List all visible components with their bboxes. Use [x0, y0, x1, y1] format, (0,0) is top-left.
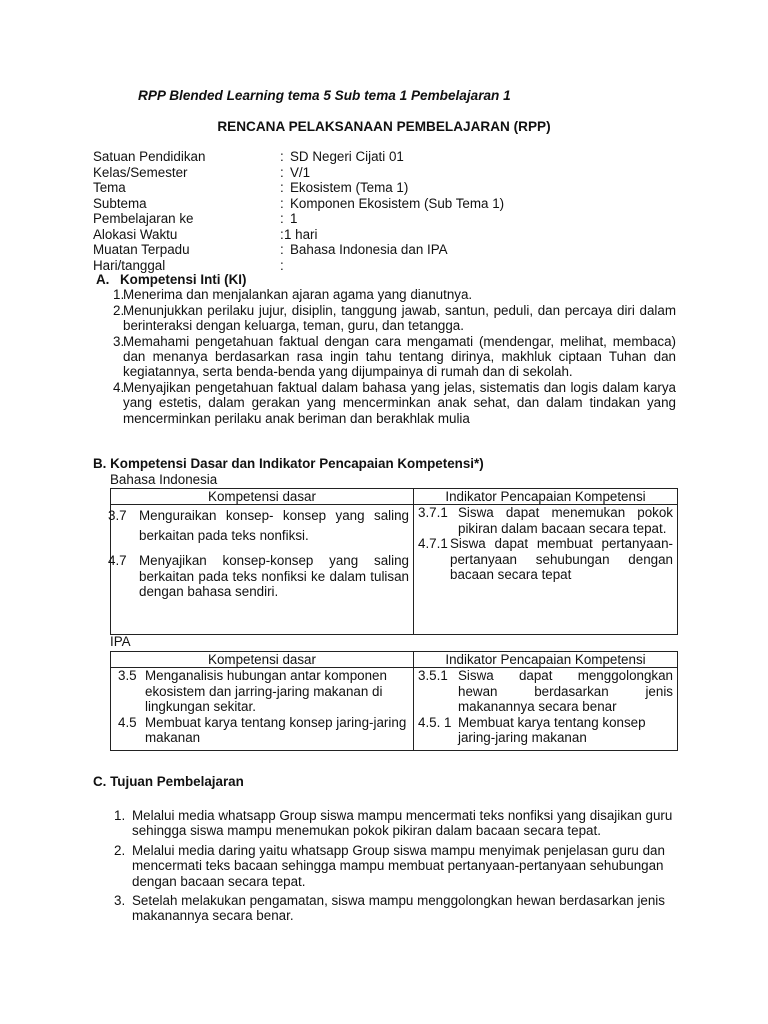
- identity-value: 1 hari: [284, 226, 318, 242]
- ipk-text: Siswa dapat menggolongkan hewan berdasarkan jenis makanannya secara benar: [458, 668, 673, 715]
- identity-label: Tema: [93, 180, 126, 195]
- kd-text: Menganalisis hubungan antar komponen ekosistem dan jarring-jaring makanan di lingkungan sekitar.: [145, 668, 387, 715]
- list-number: 2.: [113, 302, 125, 318]
- kd-code: 4.7: [108, 553, 127, 569]
- ipk-cell: [414, 505, 678, 635]
- list-item: [93, 843, 677, 889]
- list-item: [96, 334, 676, 380]
- ipk-text: Siswa dapat menemukan pokok pikiran dalam bacaan secara tepat.: [458, 505, 673, 536]
- table-header-row: [111, 489, 678, 505]
- subject-label-ipa: IPA: [110, 634, 131, 649]
- section-tujuan-title: C. Tujuan Pembelajaran: [93, 774, 244, 789]
- identity-label: Hari/tanggal: [93, 257, 166, 273]
- ipk-text: Membuat karya tentang konsep jaring-jaring makanan: [458, 714, 646, 746]
- list-number: 1.: [113, 287, 125, 303]
- identity-colon: :: [280, 226, 284, 242]
- list-number: 3.: [114, 893, 126, 909]
- list-item: [93, 893, 677, 924]
- list-number: 3.: [113, 333, 125, 349]
- kd-text: Menyajikan konsep-konsep yang saling berkaitan pada teks nonfiksi ke dalam tulisan dengan bahasa sendiri.: [139, 553, 409, 600]
- identity-value: Bahasa Indonesia dan IPA: [290, 242, 448, 257]
- list-text: Memahami pengetahuan faktual dengan cara mengamati (mendengar, melihat, membaca) dan menanya berdasarkan rasa ingin tahu tentang dirinya, makhluk ciptaan Tuhan dan kegiatannya, serta benda-benda yang dijumpainya di rumah dan di sekolah.: [123, 333, 676, 380]
- kd-table-bahasa: [110, 488, 678, 635]
- ipk-item: [418, 715, 673, 746]
- section-title: Kompetensi Inti (KI): [120, 272, 247, 287]
- section-letter: A.: [96, 272, 110, 287]
- kd-item: [108, 505, 409, 546]
- identity-colon: :: [280, 180, 284, 195]
- identity-value: 1: [290, 211, 298, 226]
- identity-label: Pembelajaran ke: [93, 211, 194, 226]
- kd-code: 3.5: [118, 668, 137, 684]
- identity-label: Kelas/Semester: [93, 164, 188, 180]
- section-kompetensi-inti: [96, 272, 676, 426]
- identity-value: V/1: [290, 164, 311, 180]
- identity-label: Muatan Terpadu: [93, 242, 190, 257]
- list-number: 2.: [114, 842, 126, 858]
- list-number: 4.: [113, 379, 125, 395]
- identity-label: Alokasi Waktu: [93, 226, 178, 242]
- ipk-code: 4.7.1: [418, 536, 448, 552]
- ipk-item: [418, 505, 673, 536]
- table-row: [111, 505, 678, 635]
- ipk-text: Siswa dapat membuat pertanyaan-pertanyaan sehubungan dengan bacaan secara tepat: [450, 536, 673, 583]
- identity-colon: :: [280, 164, 284, 180]
- identity-colon: :: [280, 242, 284, 257]
- ipk-item: [418, 668, 673, 714]
- kd-code: 3.7: [108, 508, 127, 524]
- table-header: Indikator Pencapaian Kompetensi: [414, 489, 678, 505]
- ki-list: [96, 287, 676, 426]
- identity-label: Subtema: [93, 195, 147, 211]
- kd-item: [115, 668, 409, 714]
- ipk-cell: [414, 668, 678, 751]
- list-text: Melalui media whatsapp Group siswa mampu mencermati teks nonfiksi yang disajikan guru sehingga siswa mampu menemukan pokok pikiran dalam bacaan secara tepat.: [132, 808, 673, 839]
- ipk-code: 3.7.1: [418, 505, 448, 521]
- list-number: 1.: [114, 808, 126, 823]
- identity-value: Komponen Ekosistem (Sub Tema 1): [290, 195, 505, 211]
- identity-value: Ekosistem (Tema 1): [290, 180, 409, 195]
- kd-text: Membuat karya tentang konsep jaring-jaring makanan: [145, 714, 407, 746]
- kd-cell: [111, 668, 414, 751]
- kd-item: [115, 715, 409, 746]
- list-text: Menerima dan menjalankan ajaran agama yang dianutnya.: [123, 287, 473, 303]
- list-item: [96, 287, 676, 302]
- list-text: Melalui media daring yaitu whatsapp Group siswa mampu menyimak penjelasan guru dan mencermati teks bacaan sehingga mampu membuat pertanyaan-pertanyaan sehubungan dengan bacaan secara tepat.: [132, 842, 665, 889]
- table-header: Kompetensi dasar: [111, 652, 414, 668]
- subject-label-bahasa: Bahasa Indonesia: [110, 472, 218, 487]
- list-text: Menunjukkan perilaku jujur, disiplin, tanggung jawab, santun, peduli, dan percaya diri dalam berinteraksi dengan keluarga, teman, guru, dan tetangga.: [123, 302, 676, 334]
- identity-label: Satuan Pendidikan: [93, 149, 206, 164]
- section-heading: [96, 272, 676, 287]
- tujuan-list: [93, 808, 677, 928]
- table-header: Indikator Pencapaian Kompetensi: [414, 652, 678, 668]
- list-item: [96, 380, 676, 426]
- document-main-title: RENCANA PELAKSANAAN PEMBELAJARAN (RPP): [217, 119, 551, 134]
- kd-item: [108, 553, 409, 600]
- identity-value: SD Negeri Cijati 01: [290, 149, 404, 164]
- ipk-item: [418, 536, 673, 582]
- table-header-row: [111, 652, 678, 668]
- table-header: Kompetensi dasar: [111, 489, 414, 505]
- identity-colon: :: [280, 149, 284, 164]
- ipk-code: 3.5.1: [418, 668, 448, 684]
- table-row: [111, 668, 678, 751]
- list-text: Menyajikan pengetahuan faktual dalam bahasa yang jelas, sistematis dan logis dalam karya yang estetis, dalam gerakan yang mencerminkan anak sehat, dan dalam tindakan yang mencerminkan perilaku anak beriman dan berakhlak mulia: [123, 379, 676, 426]
- document-top-title: RPP Blended Learning tema 5 Sub tema 1 Pembelajaran 1: [138, 88, 511, 103]
- identity-colon: :: [280, 257, 284, 273]
- kd-text: Menguraikan konsep- konsep yang saling berkaitan pada teks nonfiksi.: [139, 508, 409, 544]
- identity-colon: :: [280, 211, 284, 226]
- ipk-code: 4.5. 1: [418, 714, 452, 730]
- identity-colon: :: [280, 195, 284, 211]
- list-item: [96, 303, 676, 334]
- kd-table-ipa: [110, 651, 678, 751]
- kd-cell: [108, 505, 414, 635]
- list-text: Setelah melakukan pengamatan, siswa mampu menggolongkan hewan berdasarkan jenis makanannya secara benar.: [132, 893, 665, 924]
- list-item: [93, 808, 677, 839]
- section-kompetensi-dasar-title: B. Kompetensi Dasar dan Indikator Pencapaian Kompetensi*): [93, 456, 484, 471]
- kd-code: 4.5: [118, 714, 137, 730]
